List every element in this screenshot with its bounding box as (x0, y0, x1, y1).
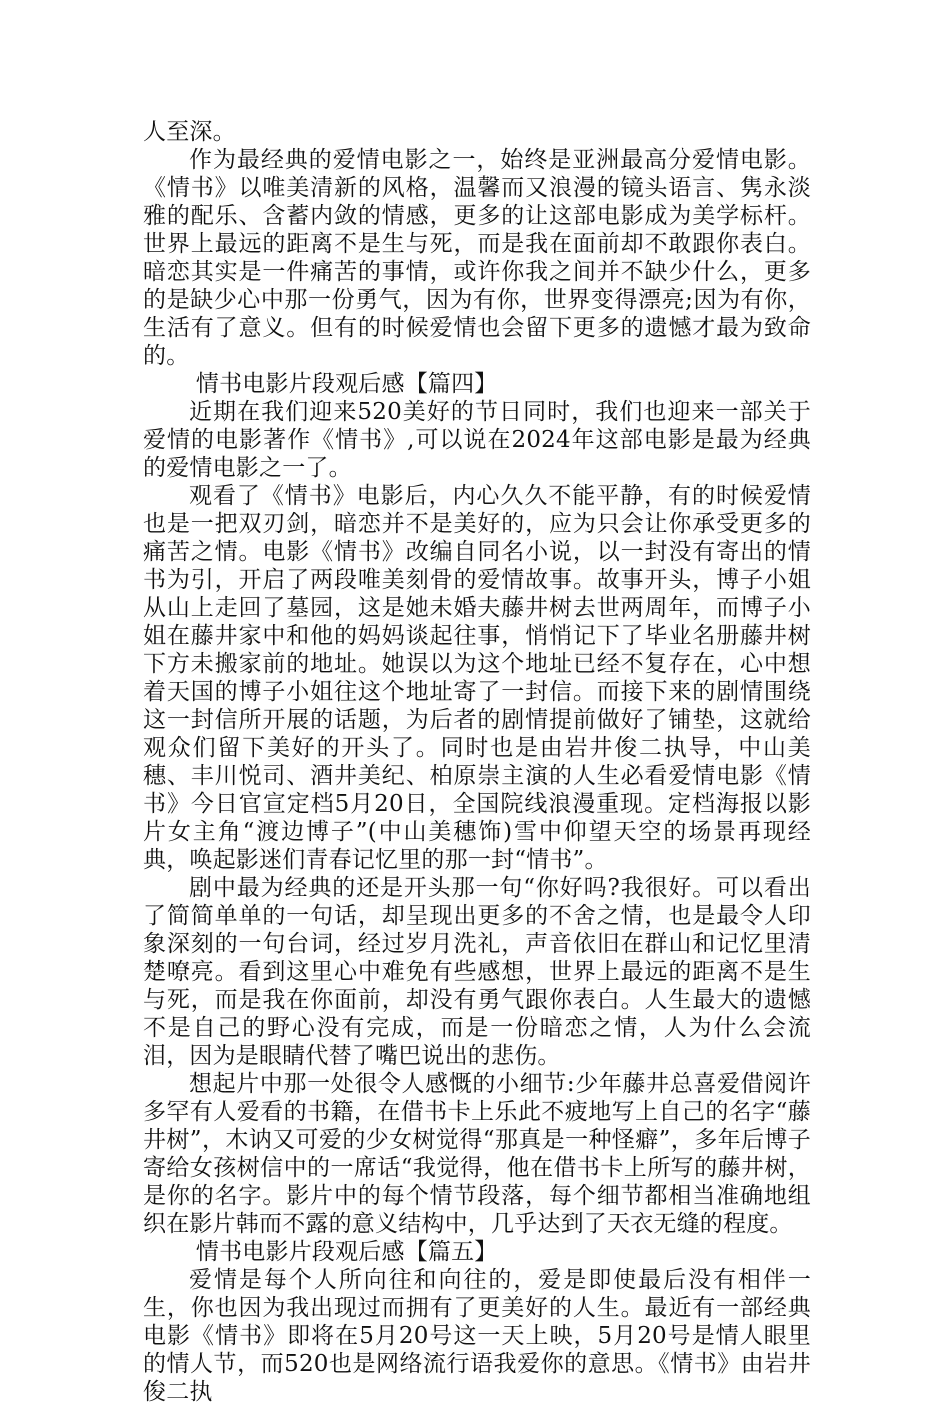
paragraph-classic-love-film: 作为最经典的爱情电影之一，始终是亚洲最高分爱情电影。《情书》以唯美清新的风格，温馨而又浪漫的镜头语言、隽永淡雅的配乐、含蓄内敛的情感，更多的让这部电影成为美学标杆。世界上最远的距离不是生与死，而是我在面前却不敢跟你表白。暗恋其实是一件痛苦的事情，或许你我之间并不缺少什么，更多的是缺少心中那一份勇气，因为有你，世界变得漂亮;因为有你，生活有了意义。但有的时候爱情也会留下更多的遗憾才最为致命的。 (143, 147, 811, 369)
paragraph-after-watching: 观看了《情书》电影后，内心久久不能平静，有的时候爱情也是一把双刃剑，暗恋并不是美好的，应为只会让你承受更多的痛苦之情。电影《情书》改编自同名小说，以一封没有寄出的情书为引，开启了两段唯美刻骨的爱情故事。故事开头，博子小姐从山上走回了墓园，这是她未婚夫藤井树去世两周年，而博子小姐在藤井家中和他的妈妈谈起往事，悄悄记下了毕业名册藤井树下方未搬家前的地址。她误以为这个地址已经不复存在，心中想着天国的博子小姐往这个地址寄了一封信。而接下来的剧情围绕这一封信所开展的话题，为后者的剧情提前做好了铺垫，这就给观众们留下美好的开头了。同时也是由岩井俊二执导，中山美穗、丰川悦司、酒井美纪、柏原崇主演的人生必看爱情电影《情书》今日官宣定档5月20日，全国院线浪漫重现。定档海报以影片女主角“渡边博子”(中山美穗饰)雪中仰望天空的场景再现经典，唤起影迷们青春记忆里的那一封“情书”。 (143, 483, 811, 873)
paragraph-library-card-detail: 想起片中那一处很令人感慨的小细节:少年藤井总喜爱借阅许多罕有人爱看的书籍，在借书卡上乐此不疲地写上自己的名字“藤井树”，木讷又可爱的少女树觉得“那真是一种怪癖”，多年后博子寄给女孩树信中的一席话“我觉得，他在借书卡上所写的藤井树，是你的名字。影片中的每个情节段落，每个细节都相当准确地组织在影片韩而不露的意义结构中，几乎达到了天衣无缝的程度。 (143, 1071, 811, 1237)
paragraph-classic-line: 剧中最为经典的还是开头那一句“你好吗?我很好。可以看出了简简单单的一句话，却呈现出更多的不舍之情，也是最令人印象深刻的一句台词，经过岁月洗礼，声音依旧在群山和记忆里清楚嘹亮。看到这里心中难免有些感想，世界上最远的距离不是生与死，而是我在你面前，却没有勇气跟你表白。人生最大的遗憾不是自己的野心没有完成，而是一份暗恋之情，人为什么会流泪，因为是眼睛代替了嘴巴说出的悲伤。 (143, 875, 811, 1069)
section-heading-part-five: 情书电影片段观后感【篇五】 (195, 1239, 498, 1265)
section-heading-part-four: 情书电影片段观后感【篇四】 (195, 371, 498, 397)
paragraph-520-release: 近期在我们迎来520美好的节日同时，我们也迎来一部关于爱情的电影著作《情书》,可以说在2024年这部电影是最为经典的爱情电影之一了。 (143, 399, 811, 481)
paragraph-intro-end: 人至深。 (143, 119, 236, 145)
paragraph-love-aspiration: 爱情是每个人所向往和向往的，爱是即使最后没有相伴一生，你也因为我出现过而拥有了更美好的人生。最近有一部经典电影《情书》即将在5月20号这一天上映，5月20号是情人眼里的情人节，而520也是网络流行语我爱你的意思。《情书》由岩井俊二执 (143, 1267, 811, 1405)
document-body (143, 118, 811, 1406)
